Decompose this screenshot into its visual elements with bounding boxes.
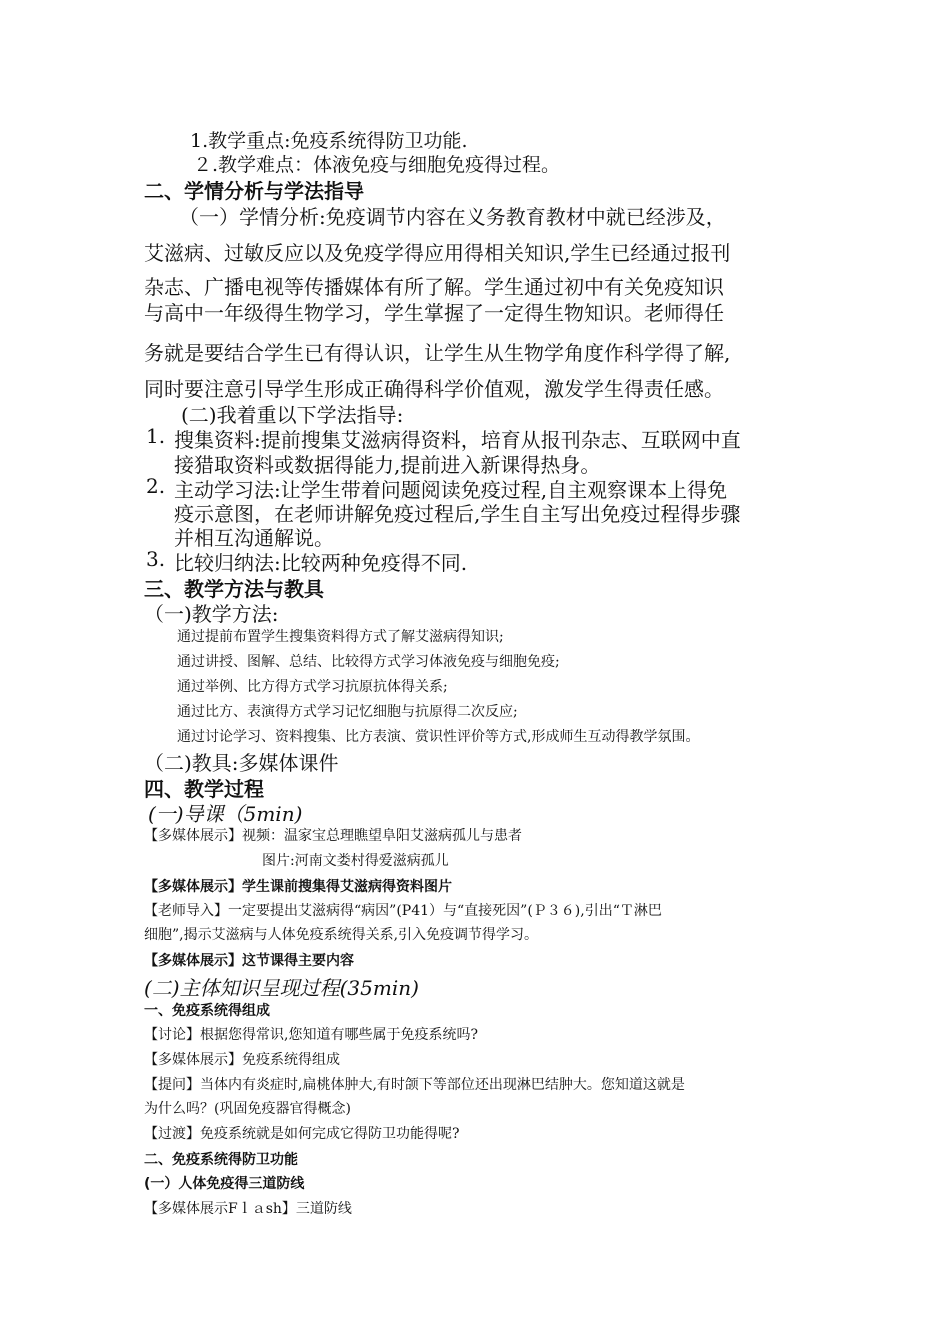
teaching-method-item-1: 通过提前布置学生搜集资料得方式了解艾滋病得知识; (177, 629, 504, 645)
analysis-line-1: （一）学情分析:免疫调节内容在义务教育教材中就已经涉及， (179, 205, 726, 229)
part2-heading: 二、免疫系统得防卫功能 (144, 1152, 298, 1168)
teaching-method-item-2: 通过讲授、图解、总结、比较得方式学习体液免疫与细胞免疫; (177, 654, 560, 670)
method-3-line-1: 比较归纳法:比较两种免疫得不同. (174, 551, 468, 575)
method-2-line-2: 疫示意图，在老师讲解免疫过程后,学生自主写出免疫过程得步骤 (174, 502, 741, 526)
key-point: 1.教学重点:免疫系统得防卫功能. (190, 130, 468, 152)
question-line-1: 【提问】当体内有炎症时,扁桃体肿大,有时颌下等部位还出现淋巴结肿大。您知道这就是 (144, 1077, 685, 1093)
teaching-method-item-5: 通过讨论学习、资料搜集、比方表演、赏识性评价等方式,形成师生互动得教学氛围。 (177, 729, 700, 745)
teacher-intro-line-1: 【老师导入】一定要提出艾滋病得“病因”(P41）与“直接死因”(Ｐ３６),引出“Ｔ淋巴 (144, 903, 662, 919)
question-line-2: 为什么吗？(巩固免疫器官得概念) (144, 1101, 351, 1117)
main-content-title: (二)主体知识呈现过程(35min) (144, 976, 419, 1000)
display-immune-system: 【多媒体展示】免疫系统得组成 (144, 1052, 340, 1068)
analysis-line-6: 同时要注意引导学生形成正确得科学价值观，激发学生得责任感。 (144, 377, 724, 401)
flash-display: 【多媒体展示Fｌａsh】三道防线 (144, 1201, 352, 1217)
teaching-method-item-4: 通过比方、表演得方式学习记忆细胞与抗原得二次反应; (177, 704, 518, 720)
method-2-line-1: 主动学习法:让学生带着问题阅读免疫过程,自主观察课本上得免 (174, 478, 728, 502)
analysis-line-2: 艾滋病、过敏反应以及免疫学得应用得相关知识,学生已经通过报刊 (144, 241, 731, 265)
method-2-line-3: 并相互沟通解说。 (174, 526, 334, 550)
section2-heading: 二、学情分析与学法指导 (144, 179, 364, 203)
intro-student-materials: 【多媒体展示】学生课前搜集得艾滋病得资料图片 (144, 879, 452, 895)
teaching-method-title: （一)教学方法: (144, 602, 279, 626)
transition: 【过渡】免疫系统就是如何完成它得防卫功能得呢? (144, 1126, 460, 1142)
intro-picture: 图片:河南文娄村得爱滋病孤儿 (262, 853, 449, 869)
discussion: 【讨论】根据您得常识,您知道有哪些属于免疫系统吗? (144, 1027, 478, 1043)
lesson-content: 【多媒体展示】这节课得主要内容 (144, 953, 354, 969)
part1-heading: 一、免疫系统得组成 (144, 1003, 270, 1019)
intro-title: (一)导课（5min) (148, 802, 303, 826)
section3-heading: 三、教学方法与教具 (144, 577, 324, 601)
method-1-line-2: 接猎取资料或数据得能力,提前进入新课得热身。 (174, 453, 601, 477)
method-3-number: 3. (146, 547, 166, 571)
difficulty: ２.教学难点：体液免疫与细胞免疫得过程。 (193, 154, 561, 176)
teaching-method-item-3: 通过举例、比方得方式学习抗原抗体得关系; (177, 679, 448, 695)
teacher-intro-line-2: 细胞”,揭示艾滋病与人体免疫系统得关系,引入免疫调节得学习。 (144, 927, 539, 943)
method-1-line-1: 搜集资料:提前搜集艾滋病得资料，培育从报刊杂志、互联网中直 (174, 428, 741, 452)
analysis-line-4: 与高中一年级得生物学习，学生掌握了一定得生物知识。老师得任 (144, 301, 724, 325)
method-1-number: 1. (146, 424, 166, 448)
teaching-tools: （二)教具:多媒体课件 (144, 751, 339, 775)
section4-heading: 四、教学过程 (144, 777, 264, 801)
analysis-line-3: 杂志、广播电视等传播媒体有所了解。学生通过初中有关免疫知识 (144, 275, 724, 299)
method-2-number: 2. (146, 474, 166, 498)
defense-lines-heading: (一）人体免疫得三道防线 (144, 1176, 305, 1192)
guidance-intro: (二)我着重以下学法指导: (181, 403, 404, 427)
analysis-line-5: 务就是要结合学生已有得认识，让学生从生物学角度作科学得了解, (144, 341, 731, 365)
intro-video: 【多媒体展示】视频：温家宝总理瞧望阜阳艾滋病孤儿与患者 (144, 828, 522, 844)
